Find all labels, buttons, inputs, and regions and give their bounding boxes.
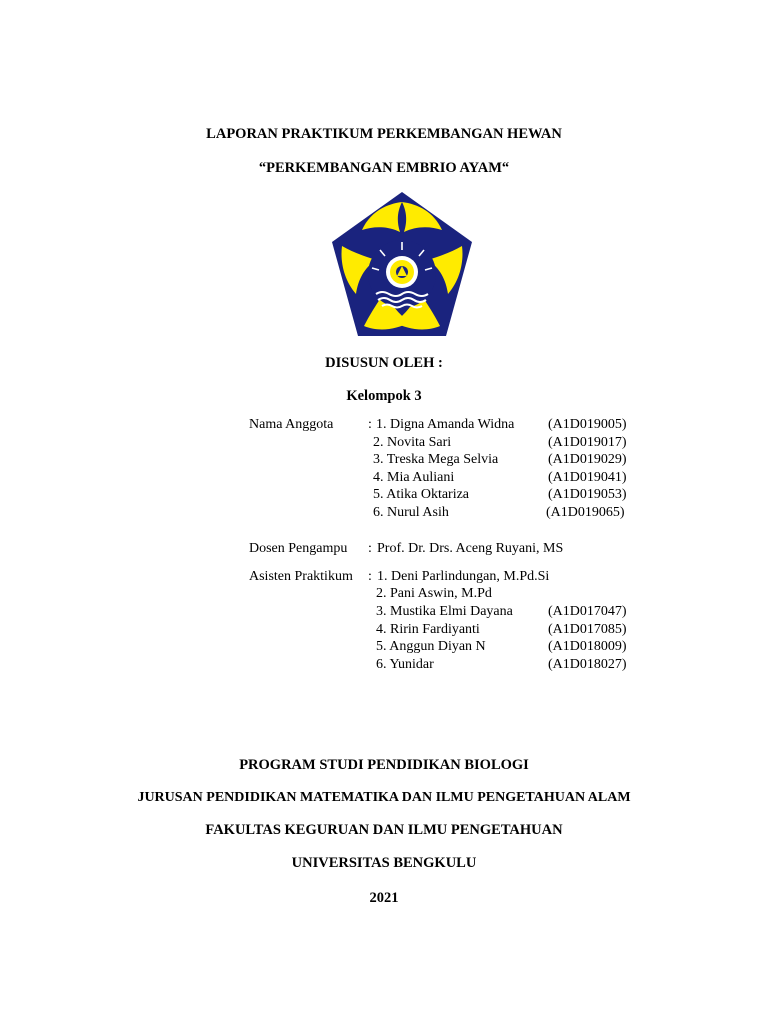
member-name: 3. Treska Mega Selvia [373, 452, 499, 467]
member-nim: (A1D019029) [548, 452, 627, 467]
member-nim: (A1D019017) [548, 435, 627, 450]
university-bengkulu-emblem-icon [330, 190, 474, 338]
member-nim: (A1D019065) [546, 505, 625, 520]
lecturer-colon: : [368, 541, 372, 556]
member-name: 1. Digna Amanda Widna [376, 417, 515, 432]
assistant-nim: (A1D017085) [548, 622, 627, 637]
member-name: 4. Mia Auliani [373, 470, 455, 485]
assistant-nim: (A1D018009) [548, 639, 627, 654]
university-name: UNIVERSITAS BENGKULU [291, 855, 477, 871]
assistant-name: 2. Pani Aswin, M.Pd [376, 586, 492, 601]
report-subtitle: “PERKEMBANGAN EMBRIO AYAM“ [258, 160, 510, 176]
member-nim: (A1D019053) [548, 487, 627, 502]
assistant-nim: (A1D017047) [548, 604, 627, 619]
member-name: 5. Atika Oktariza [373, 487, 470, 502]
lecturer-section [0, 541, 768, 559]
assistant-nim: (A1D018027) [548, 657, 627, 672]
assistants-colon: : [368, 569, 372, 584]
assistant-name: 3. Mustika Elmi Dayana [376, 604, 513, 619]
member-nim: (A1D019005) [548, 417, 627, 432]
member-nim: (A1D019041) [548, 470, 627, 485]
report-title: LAPORAN PRAKTIKUM PERKEMBANGAN HEWAN [206, 126, 562, 142]
assistant-name: 5. Anggun Diyan N [376, 639, 486, 654]
assistant-name: 4. Ririn Fardiyanti [376, 622, 480, 637]
assistant-name: 6. Yunidar [376, 657, 434, 672]
department-name: JURUSAN PENDIDIKAN MATEMATIKA DAN ILMU PENGETAHUAN ALAM [137, 790, 631, 805]
members-section [0, 417, 768, 527]
year: 2021 [369, 890, 399, 906]
lecturer-name: Prof. Dr. Drs. Aceng Ruyani, MS [377, 541, 564, 556]
members-colon: : [368, 417, 372, 432]
member-name: 6. Nurul Asih [373, 505, 449, 520]
faculty-name: FAKULTAS KEGURUAN DAN ILMU PENGETAHUAN [205, 822, 563, 838]
lecturer-label: Dosen Pengampu [249, 541, 348, 556]
program-name: PROGRAM STUDI PENDIDIKAN BIOLOGI [239, 757, 529, 773]
assistants-section [0, 569, 768, 679]
authors-heading: DISUSUN OLEH : [325, 355, 443, 371]
assistants-label: Asisten Praktikum [249, 569, 353, 584]
members-label: Nama Anggota [249, 417, 334, 432]
member-name: 2. Novita Sari [373, 435, 452, 450]
assistant-name: 1. Deni Parlindungan, M.Pd.Si [377, 569, 550, 584]
group-name: Kelompok 3 [346, 388, 422, 404]
